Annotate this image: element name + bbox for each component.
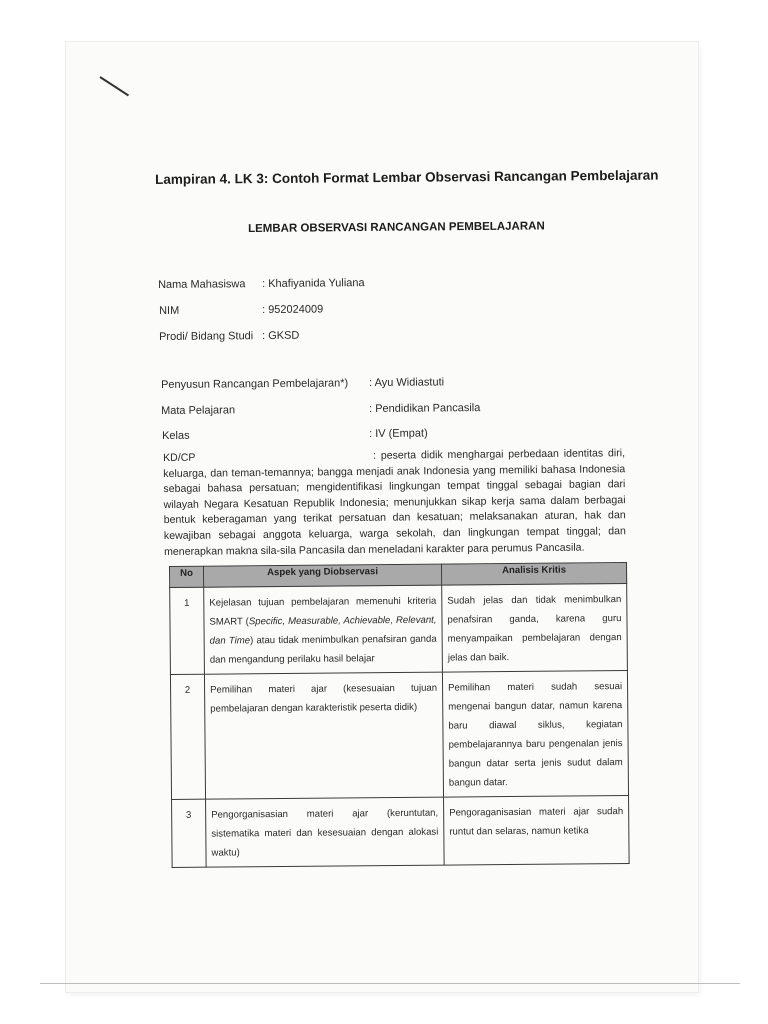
- header-no: No: [170, 566, 204, 587]
- table-row: [170, 671, 628, 800]
- aspek-cell: Pemilihan materi ajar (kesesuaian tujuan pembelajaran dengan karakteristik peserta didik): [204, 672, 443, 799]
- observation-table: [169, 562, 630, 868]
- kdcp-section: [163, 446, 626, 560]
- prodi-value: : GKSD: [262, 329, 300, 342]
- form-title: LEMBAR OBSERVASI RANCANGAN PEMBELAJARAN: [248, 220, 545, 235]
- table-row: [172, 795, 630, 867]
- row-number: 1: [170, 587, 205, 674]
- smart-criteria-text: Specific, Measurable, Achievable, Relevant, dan Time: [209, 614, 437, 647]
- student-name-label: Nama Mahasiswa: [158, 278, 246, 291]
- header-aspek: Aspek yang Diobservasi: [204, 564, 442, 587]
- class-label: Kelas: [162, 429, 190, 442]
- kdcp-label: KD/CP: [163, 451, 196, 464]
- aspek-text: Kejelasan tujuan pembelajaran memenuhi kriteria SMART (: [209, 595, 437, 628]
- document-title: Lampiran 4. LK 3: Contoh Format Lembar Observasi Rancangan Pembelajaran: [155, 167, 659, 187]
- row-number: 3: [172, 799, 207, 867]
- aspek-cell: Pengorganisasian materi ajar (keruntutan, sistematika materi dan kesesuaian dengan alokasi waktu): [206, 797, 445, 867]
- author-label: Penyusun Rancangan Pembelajaran*): [161, 377, 349, 391]
- analisis-cell: Pemilihan materi sudah sesuai mengenai bangun datar, namun karena baru diawal siklus, kegiatan pembelajarannya baru pengenalan jenis bangun datar serta jenis sudut dalam bangun datar.: [442, 671, 628, 798]
- subject-label: Mata Pelajaran: [161, 404, 236, 417]
- prodi-label: Prodi/ Bidang Studi: [159, 330, 254, 343]
- student-name-value: : Khafiyanida Yuliana: [262, 277, 365, 290]
- subject-value: : Pendidikan Pancasila: [369, 402, 481, 415]
- author-value: : Ayu Widiastuti: [369, 376, 445, 389]
- nim-label: NIM: [159, 304, 180, 317]
- analisis-cell: Pengoraganisasian materi ajar sudah runtut dan selaras, namun ketika: [444, 795, 630, 865]
- analisis-cell: Sudah jelas dan tidak menimbulkan penafsiran ganda, karena guru menyampaikan pembelajaran dengan jelas dan baik.: [442, 584, 628, 673]
- table-row: [170, 584, 628, 675]
- aspek-text-end: ) atau tidak menimbulkan penafsiran ganda dan mengandung perilaku hasil belajar: [209, 633, 437, 666]
- class-value: : IV (Empat): [369, 427, 428, 440]
- row-number: 2: [170, 674, 205, 799]
- page-bottom-edge: [40, 983, 740, 984]
- header-analisis: Analisis Kritis: [441, 563, 626, 586]
- kdcp-text: : peserta didik menghargai perbedaan identitas diri, keluarga, dan teman-temannya; bangga menjadi anak Indonesia yang memiliki bahasa Indonesia sebagai bahasa persatuan; mengidentifikasi lingkungan tempat tinggal sebagai bagian dari wilayah Negara Kesatuan Republik Indonesia; menunjukkan sikap kerja sama dalam berbagai bentuk keberagaman yang terikat persatuan dan kesatuan; melaksanakan aturan, hak dan kewajiban sebagai anggota keluarga, warga sekolah, dan lingkungan tempat tinggal; dan menerapkan makna sila-sila Pancasila dan meneladani karakter para perumus Pancasila.: [163, 447, 626, 558]
- aspek-cell: [204, 585, 443, 674]
- nim-value: : 952024009: [262, 303, 324, 316]
